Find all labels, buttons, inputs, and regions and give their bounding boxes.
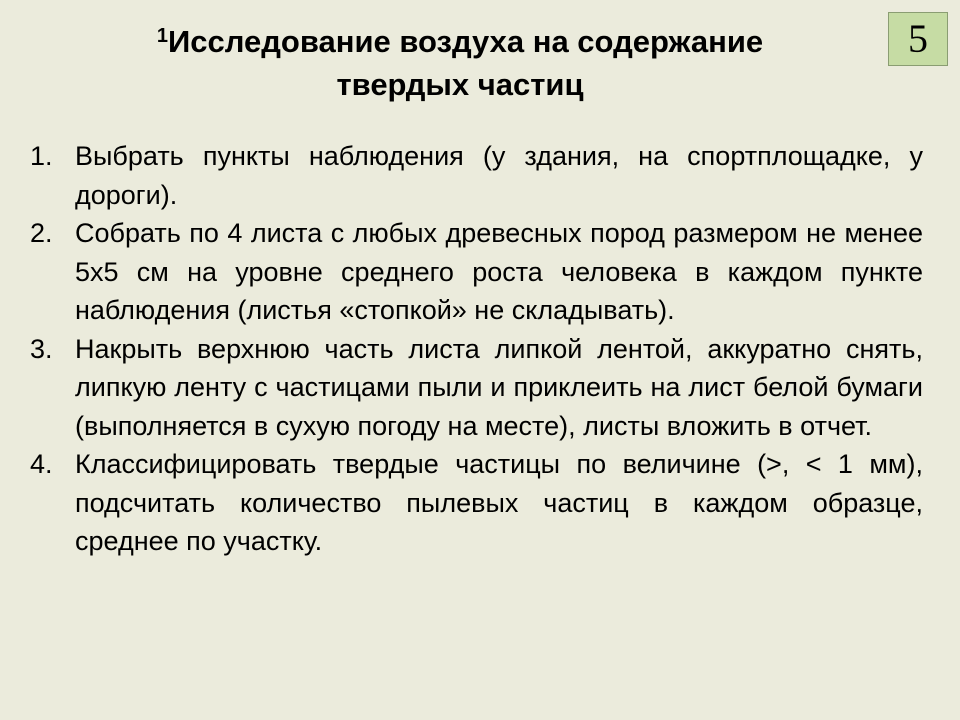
title-line-1-text: Исследование воздуха на содержание [167,24,764,59]
list-item-text: Выбрать пункты наблюдения (у здания, на спортплощадке, у дороги). [75,141,923,210]
list-item-number: 4. [30,449,53,479]
list-item [30,445,923,561]
list-item [30,137,923,214]
page-number-badge [888,12,948,66]
list-item-text: Классифицировать твердые частицы по величине (>, < 1 мм), подсчитать количество пылевых частиц в каждом образце, среднее по участку. [75,449,923,556]
instruction-list [30,137,923,561]
slide-title [60,20,860,106]
list-item-text: Собрать по 4 листа с любых древесных пород размером не менее 5х5 см на уровне среднего роста человека в каждом пункте наблюдения (листья «стопкой» не складывать). [75,218,923,325]
title-line-1 [60,20,860,63]
list-item-number: 1. [30,141,53,171]
page-number: 5 [908,16,928,61]
title-footnote-mark: 1 [156,25,168,47]
list-item [30,214,923,330]
list-item-number: 3. [30,333,53,364]
list-item-number: 2. [30,218,53,248]
list-item [30,330,923,446]
title-line-2: твердых частиц [336,67,584,102]
list-item-text: Накрыть верхнюю часть листа липкой лентой, аккуратно снять, липкую ленту с частицами пыли и приклеить на лист белой бумаги (выполняется в сухую погоду на месте), листы вложить в отчет. [75,333,923,441]
